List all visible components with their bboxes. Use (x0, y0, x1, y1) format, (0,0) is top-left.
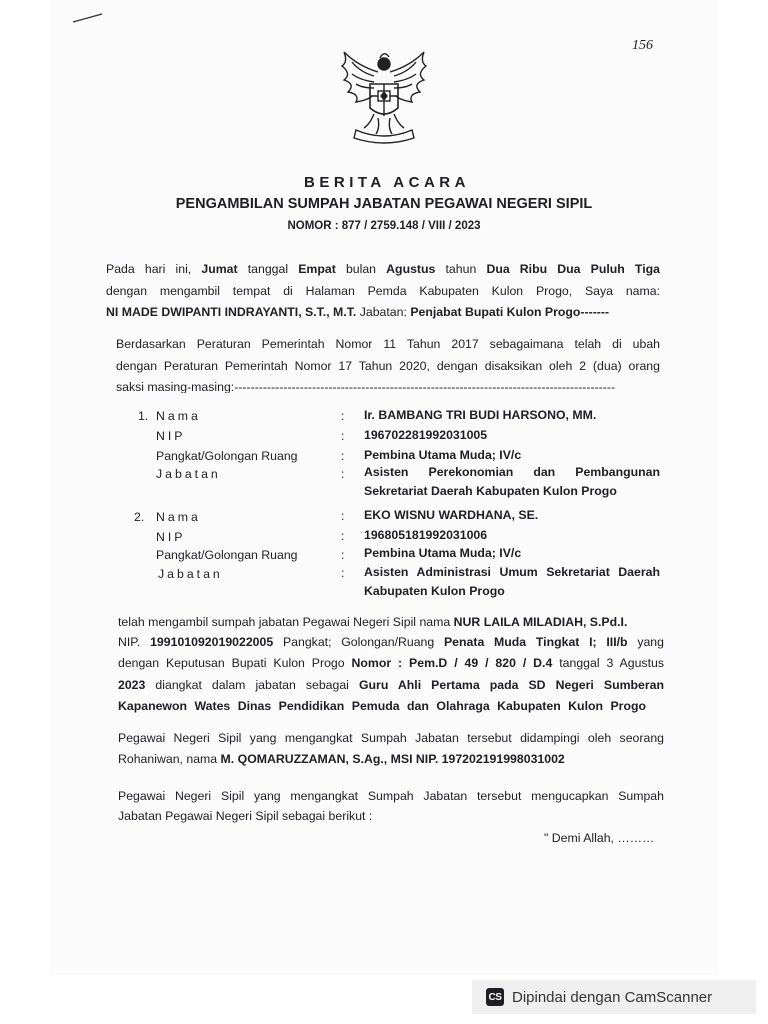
camscanner-logo-icon: CS (486, 988, 504, 1006)
colon: : (341, 509, 345, 523)
witness-1-nip: 196702281992031005 (364, 428, 488, 442)
witness-2-nip-label: NIP (156, 530, 186, 544)
clergy-line-2: Rohaniwan, nama M. QOMARUZZAMAN, S.Ag., MSI NIP. 197202191998031002 (118, 752, 565, 766)
witness-2-nip: 196805181992031006 (364, 528, 488, 542)
colon: : (341, 409, 345, 423)
document-title: BERITA ACARA (304, 174, 470, 191)
document-subtitle: PENGAMBILAN SUMPAH JABATAN PEGAWAI NEGERI SIPIL (175, 196, 593, 212)
colon: : (341, 449, 345, 463)
garuda-emblem-icon (334, 48, 434, 146)
page-number: 156 (632, 38, 653, 53)
basis-line-2: dengan Peraturan Pemerintah Nomor 17 Tahun 2020, dengan disaksikan oleh 2 (dua) orang (116, 359, 660, 373)
witness-2-index: 2. (134, 510, 145, 524)
witness-1-rank: Pembina Utama Muda; IV/c (364, 448, 522, 462)
witness-1-name: Ir. BAMBANG TRI BUDI HARSONO, MM. (364, 408, 597, 422)
witness-2-position-line-1: Asisten Administrasi Umum Sekretariat Daerah (364, 565, 660, 579)
oath-intro-line-2: Jabatan Pegawai Negeri Sipil sebagai berikut : (118, 809, 373, 823)
witness-2-position-line-2: Kabupaten Kulon Progo (364, 584, 505, 598)
witness-2-name: EKO WISNU WARDHANA, SE. (364, 508, 539, 522)
witness-2-name-label: Nama (156, 510, 201, 524)
oath-taker-line-3: dengan Keputusan Bupati Kulon Progo Nomor : Pem.D / 49 / 820 / D.4 tanggal 3 Agustus (118, 656, 664, 670)
basis-line-3: saksi masing-masing:--------------------------------------------------------------------------------------------- (116, 381, 616, 394)
colon: : (341, 529, 345, 543)
witness-1-position-label: Jabatan (156, 467, 221, 481)
intro-line-3: NI MADE DWIPANTI INDRAYANTI, S.T., M.T. Jabatan: Penjabat Bupati Kulon Progo------- (106, 305, 610, 319)
clergy-line-1: Pegawai Negeri Sipil yang mengangkat Sumpah Jabatan tersebut didampingi oleh seorang (118, 731, 664, 745)
witness-2-position-label: Jabatan (158, 567, 223, 581)
oath-taker-line-4: 2023 diangkat dalam jabatan sebagai Guru Ahli Pertama pada SD Negeri Sumberan (118, 678, 665, 692)
witness-2-rank: Pembina Utama Muda; IV/c (364, 546, 522, 560)
witness-1-name-label: Nama (156, 409, 201, 423)
colon: : (341, 429, 345, 443)
witness-1-rank-label: Pangkat/Golongan Ruang (156, 449, 298, 463)
oath-intro-line-1: Pegawai Negeri Sipil yang mengangkat Sumpah Jabatan tersebut mengucapkan Sumpah (118, 789, 664, 803)
witness-2-rank-label: Pangkat/Golongan Ruang (156, 548, 298, 562)
colon: : (341, 566, 345, 580)
witness-1-position-line-1: Asisten Perekonomian dan Pembangunan (364, 465, 660, 479)
pen-mark (72, 8, 104, 28)
witness-1-position-line-2: Sekretariat Daerah Kabupaten Kulon Progo (364, 484, 617, 498)
intro-line-2: dengan mengambil tempat di Halaman Pemda Kabupaten Kulon Progo, Saya nama: (106, 284, 660, 298)
oath-taker-line-1: telah mengambil sumpah jabatan Pegawai Negeri Sipil nama NUR LAILA MILADIAH, S.Pd.I. (118, 615, 628, 629)
basis-line-1: Berdasarkan Peraturan Pemerintah Nomor 11 Tahun 2017 sebagaimana telah di ubah (116, 337, 660, 351)
document-number: NOMOR : 877 / 2759.148 / VIII / 2023 (287, 220, 481, 232)
witness-1-index: 1. (138, 409, 149, 423)
oath-intro-line-3: " Demi Allah, ……… (544, 831, 655, 845)
colon: : (341, 548, 345, 562)
witness-1-nip-label: NIP (156, 429, 186, 443)
oath-taker-line-2: NIP. 199101092019022005 Pangkat; Golongan/Ruang Penata Muda Tingkat I; III/b yang (118, 635, 664, 649)
intro-line-1: Pada hari ini, Jumat tanggal Empat bulan Agustus tahun Dua Ribu Dua Puluh Tiga (106, 262, 660, 276)
oath-taker-line-5: Kapanewon Wates Dinas Pendidikan Pemuda dan Olahraga Kabupaten Kulon Progo (118, 699, 646, 713)
camscanner-watermark (472, 980, 756, 1014)
colon: : (341, 467, 345, 481)
camscanner-label: Dipindai dengan CamScanner (512, 988, 713, 1006)
